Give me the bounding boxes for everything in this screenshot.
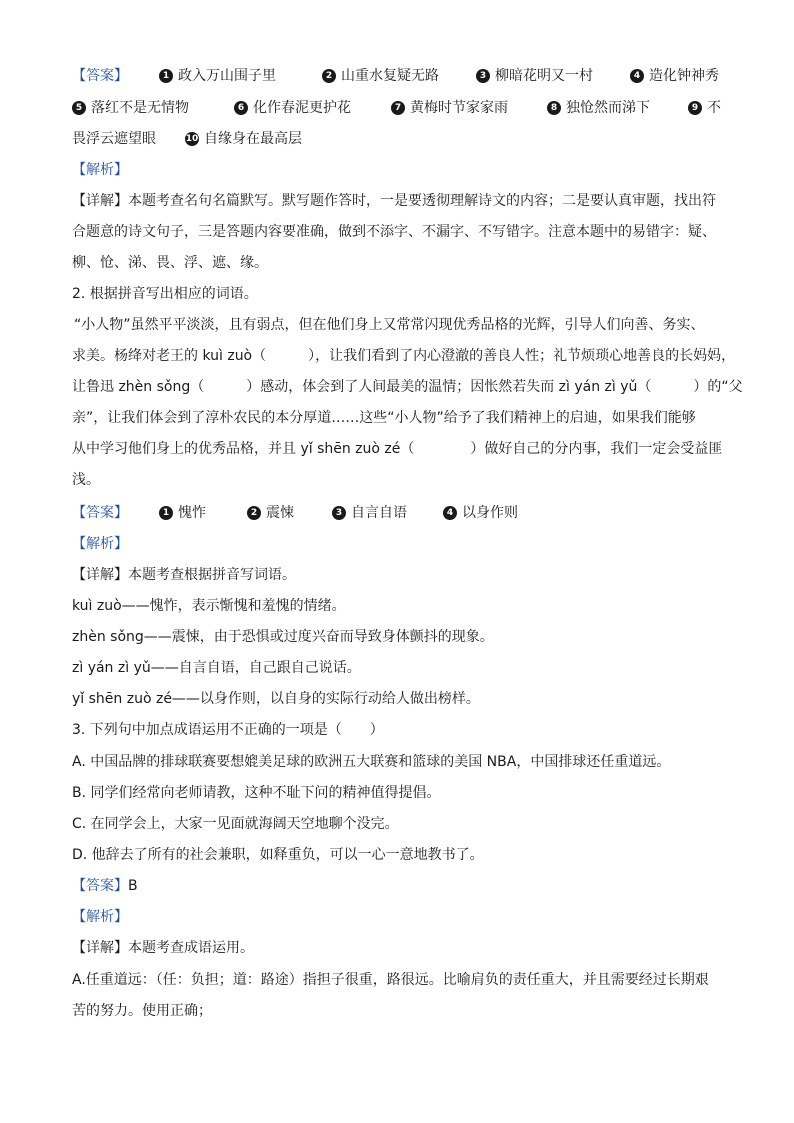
q3-option-c: C. 在同学会上，大家一见面就海阔天空地聊个没完。 [72,816,399,832]
q3-option-a: A. 中国品牌的排球联赛要想媲美足球的欧洲五大联赛和篮球的美国 NBA，中国排球还任重道远。 [72,754,671,770]
q1-detail-line-2: 合题意的诗文句子，三是答题内容要准确，做到不添字、不漏字、不写错字。注意本题中的易错字：疑、 [72,224,716,240]
q1-answer-row-2 [72,98,722,118]
q2-answer-3-text: 自言自语 [351,505,407,521]
q2-detail-line-2: kuì zuò——愧怍，表示惭愧和羞愧的情绪。 [72,598,346,614]
q1-answer-2 [322,66,476,86]
q1-answer-1-text: 政入万山围子里 [178,68,276,84]
q1-answer-row-1 [72,66,722,86]
q1-answer-3 [476,66,630,86]
q2-passage-line-2: 求美。杨绛对老王的 kuì zuò（ ），让我们看到了内心澄澈的善良人性；礼节烦琐心地善良的长妈妈， [72,348,736,364]
circled-number-5: 5 [72,101,86,115]
q3-answer-label: 【答案】 [72,878,128,894]
circled-number-9: 9 [688,101,702,115]
q2-answer-1-text: 愧怍 [178,505,206,521]
q1-answer-10-text: 自缘身在最高层 [204,131,302,147]
q3-answer-row [72,876,722,896]
circled-number-8: 8 [547,101,561,115]
q1-analysis-label: 【解析】 [72,162,128,178]
q2-answer-4 [443,503,518,523]
q1-answer-7 [391,98,547,118]
q2-passage-line-6: 浅。 [72,472,100,488]
circled-number-7: 7 [391,101,405,115]
q1-answer-9-cont [72,129,185,149]
q2-detail-line-4: zì yán zì yǔ——自言自语，自己跟自己说话。 [72,660,361,676]
q3-answer-value: B [128,878,138,894]
q3-option-b: B. 同学们经常向老师请教，这种不耻下问的精神值得提倡。 [72,785,441,801]
q3-detail-line-2: A.任重道远：（任：负担；道：路途）指担子很重，路很远。比喻肩负的责任重大，并且需要经过长期艰 [72,972,709,988]
q2-answer-2 [247,503,332,523]
q2-passage-line-5: 从中学习他们身上的优秀品格，并且 yǐ shēn zuò zé（ ）做好自己的分内事，我们一定会受益匪 [72,441,723,457]
q1-answer-2-text: 山重水复疑无路 [341,68,439,84]
q1-answer-4-text: 造化钟神秀 [649,68,719,84]
q1-answer-6-text: 化作春泥更护花 [253,100,351,116]
q2-answer-4-text: 以身作则 [462,505,518,521]
circled-number-1: 1 [159,69,173,83]
circled-number-2: 2 [247,506,261,520]
q1-answer-1 [159,66,322,86]
q3-detail-line-1: 【详解】本题考查成语运用。 [72,940,254,956]
q1-answer-label: 【答案】 [72,68,128,84]
q2-answer-1 [159,503,247,523]
circled-number-2: 2 [322,69,336,83]
q2-title: 2. 根据拼音写出相应的词语。 [72,286,258,302]
q1-answer-4 [630,66,719,86]
q3-option-d: D. 他辞去了所有的社会兼职，如释重负，可以一心一意地教书了。 [72,847,484,863]
q1-detail-line-3: 柳、怆、涕、畏、浮、遮、缘。 [72,255,268,271]
q1-answer-row-3 [72,129,722,149]
q1-answer-5-text: 落红不是无情物 [91,100,189,116]
circled-number-1: 1 [159,506,173,520]
q2-analysis-label: 【解析】 [72,536,128,552]
q2-answer-3 [332,503,443,523]
circled-number-4: 4 [630,69,644,83]
q2-passage-line-1: “小人物”虽然平平淡淡，且有弱点，但在他们身上又常常闪现优秀品格的光辉，引导人们向善、务实、 [74,317,705,333]
q1-answer-8 [547,98,688,118]
q1-answer-5 [72,98,234,118]
q2-detail-line-1: 【详解】本题考查根据拼音写词语。 [72,567,296,583]
q1-answer-7-text: 黄梅时节家家雨 [410,100,508,116]
q1-answer-10 [185,129,302,149]
circled-number-6: 6 [234,101,248,115]
q3-analysis-label: 【解析】 [72,909,128,925]
circled-number-3: 3 [332,506,346,520]
q1-answer-9-cont-text: 畏浮云遮望眼 [72,131,156,147]
q2-passage-line-4: 亲”，让我们体会到了淳朴农民的本分厚道……这些“小人物”给予了我们精神上的启迪，如果我们能够 [72,410,696,426]
q1-answer-3-text: 柳暗花明又一村 [495,68,593,84]
q1-detail-line-1: 【详解】本题考查名句名篇默写。默写题作答时，一是要透彻理解诗文的内容；二是要认真审题，找出符 [72,193,716,209]
q1-answer-8-text: 独怆然而涕下 [566,100,650,116]
q1-answer-9 [688,98,721,118]
circled-number-3: 3 [476,69,490,83]
q2-answer-2-text: 震悚 [266,505,294,521]
q2-detail-line-5: yǐ shēn zuò zé——以身作则，以自身的实际行动给人做出榜样。 [72,691,480,707]
q1-answer-9-text: 不 [707,100,721,116]
circled-number-4: 4 [443,506,457,520]
q1-answer-6 [234,98,391,118]
circled-number-10: 10 [185,134,199,144]
q2-answer-label: 【答案】 [72,505,128,521]
q2-answer-row [72,503,722,523]
q3-detail-line-3: 苦的努力。使用正确； [72,1003,212,1019]
q2-passage-line-3: 让鲁迅 zhèn sǒng（ ）感动，体会到了人间最美的温情；因怅然若失而 zì yán zì yǔ（ ）的“父 [72,379,743,395]
q3-title: 3. 下列句中加点成语运用不正确的一项是（ ） [72,722,384,738]
q2-detail-line-3: zhèn sǒng——震悚，由于恐惧或过度兴奋而导致身体颤抖的现象。 [72,629,494,645]
